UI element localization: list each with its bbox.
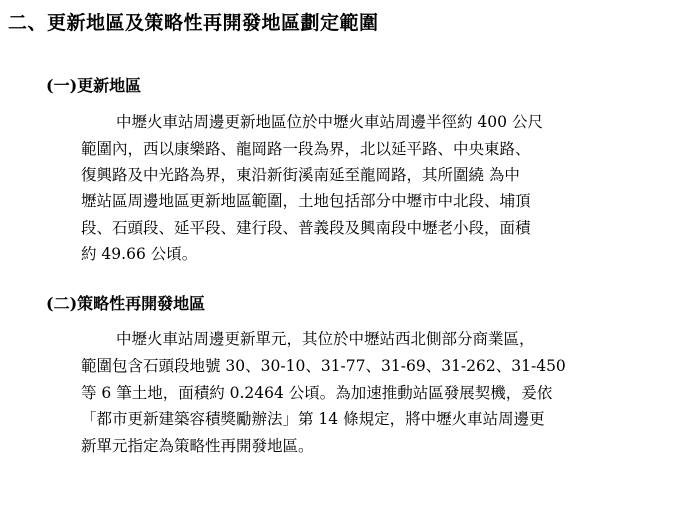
paragraph-line: 壢站區周邊地區更新地區範圍，土地包括部分中壢市中北段、埔頂 bbox=[81, 192, 531, 210]
paragraph-line: 中壢火車站周邊更新地區位於中壢火車站周邊半徑約 400 公尺 bbox=[116, 113, 543, 131]
document-title: 二、更新地區及策略性再開發地區劃定範圍 bbox=[8, 12, 379, 34]
section-heading-renewal-area: (一)更新地區 bbox=[46, 76, 142, 95]
paragraph-line: 段、石頭段、延平段、建行段、普義段及興南段中壢老小段，面積 bbox=[81, 219, 531, 237]
paragraph-line: 復興路及中光路為界，東沿新街溪南延至龍岡路，其所圍繞 為中 bbox=[81, 166, 520, 184]
paragraph-line: 「都市更新建築容積獎勵辦法」第 14 條規定，將中壢火車站周邊更 bbox=[81, 410, 545, 428]
section-heading-strategic-redevelopment: (二)策略性再開發地區 bbox=[46, 294, 206, 313]
paragraph-line: 新單元指定為策略性再開發地區。 bbox=[81, 437, 314, 455]
paragraph-line: 中壢火車站周邊更新單元，其位於中壢站西北側部分商業區， bbox=[116, 330, 535, 348]
paragraph-line: 範圍內，西以康樂路、龍岡路一段為界，北以延平路、中央東路、 bbox=[81, 140, 531, 158]
paragraph-line: 範圍包含石頭段地號 30、30-10、31-77、31-69、31-262、31-450 bbox=[81, 357, 566, 375]
paragraph-line: 等 6 筆土地，面積約 0.2464 公頃。為加速推動站區發展契機，爰依 bbox=[81, 384, 553, 402]
paragraph-line: 約 49.66 公頃。 bbox=[81, 245, 198, 263]
